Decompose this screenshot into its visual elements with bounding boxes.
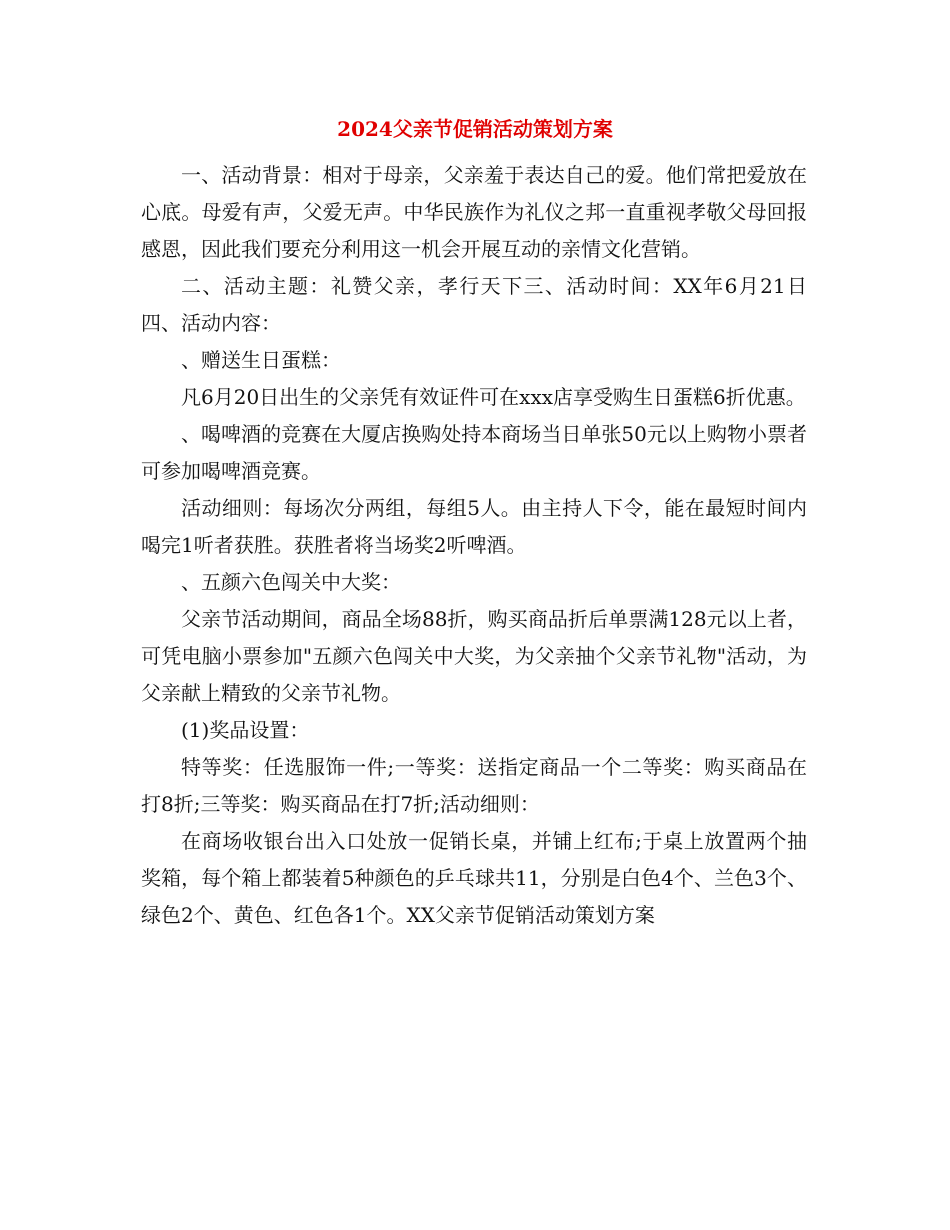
paragraph-cake-detail: 凡6月20日出生的父亲凭有效证件可在xxx店享受购生日蛋糕6折优惠。	[181, 385, 806, 409]
paragraph-beer-contest: 、喝啤酒的竞赛在大厦店换购处持本商场当日单张50元以上购物小票者可参加喝啤酒竞赛。	[141, 422, 807, 483]
paragraph-lottery-setup: 在商场收银台出入口处放一促销长桌，并铺上红布;于桌上放置两个抽奖箱，每个箱上都装着5种颜色的乒乓球共11，分别是白色4个、兰色3个、绿色2个、黄色、红色各1个。XX父亲节促销活动策划方案	[141, 829, 807, 927]
paragraph-theme-time: 二、活动主题：礼赞父亲，孝行天下三、活动时间：XX年6月21日四、活动内容：	[141, 274, 807, 335]
document-body	[141, 157, 807, 934]
paragraph-lottery-heading: 、五颜六色闯关中大奖：	[181, 570, 401, 594]
paragraph-beer-rules: 活动细则：每场次分两组，每组5人。由主持人下令，能在最短时间内喝完1听者获胜。获胜者将当场奖2听啤酒。	[141, 496, 807, 557]
paragraph-prize-list: 特等奖：任选服饰一件;一等奖：送指定商品一个二等奖：购买商品在打8折;三等奖：购买商品在打7折;活动细则：	[141, 755, 807, 816]
paragraph-lottery-detail: 父亲节活动期间，商品全场88折，购买商品折后单票满128元以上者，可凭电脑小票参加"五颜六色闯关中大奖，为父亲抽个父亲节礼物"活动，为父亲献上精致的父亲节礼物。	[141, 607, 807, 705]
document-title: 2024父亲节促销活动策划方案	[337, 117, 613, 141]
paragraph-background: 一、活动背景：相对于母亲，父亲羞于表达自己的爱。他们常把爱放在心底。母爱有声，父爱无声。中华民族作为礼仪之邦一直重视孝敬父母回报感恩，因此我们要充分利用这一机会开展互动的亲情文化营销。	[141, 163, 807, 261]
paragraph-prize-heading: (1)奖品设置：	[181, 718, 310, 742]
paragraph-cake-heading: 、赠送生日蛋糕：	[181, 348, 341, 372]
